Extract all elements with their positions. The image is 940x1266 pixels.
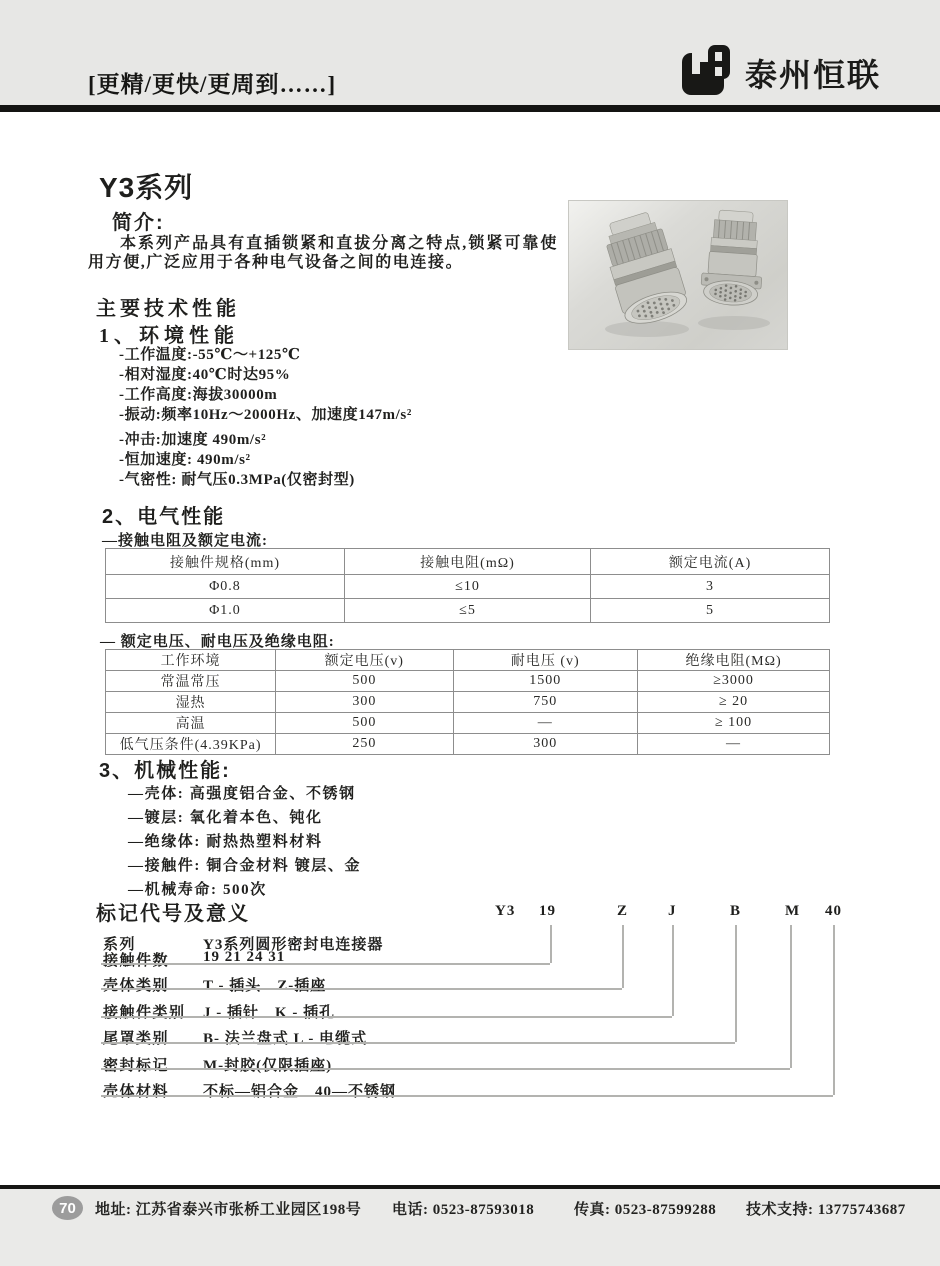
mechanical-item: —壳体: 高强度铝合金、不锈钢 [128,786,356,802]
env-item: -气密性: 耐气压0.3MPa(仅密封型) [119,472,355,488]
marking-connector-hline [101,1068,790,1070]
mechanical-list [128,782,361,902]
table-cell: 500 [276,713,453,734]
marking-connector-vline [550,925,552,963]
marking-row-label: 壳体类别 [103,978,170,994]
electrical-heading: 2、电气性能 [102,506,226,528]
table-header-cell: 额定电流(A) [591,549,830,575]
marking-connector-hline [101,1095,833,1097]
table-row [106,713,830,734]
mechanical-item: —镀层: 氧化着本色、钝化 [128,810,323,826]
table-header-cell: 工作环境 [106,650,276,671]
page-title: Y3系列 [99,172,194,203]
marking-row-value: 19 21 24 31 [203,949,286,965]
env-item: -振动:频率10Hz～2000Hz、加速度147m/s² [119,407,412,423]
marking-code-part: 40 [825,903,842,919]
marking-connector-hline [101,1016,672,1018]
voltage-table-label: — 额定电压、耐电压及绝缘电阻: [100,634,335,650]
footer-fax: 传真: 0523-87599288 [574,1202,717,1218]
marking-row-value: B- 法兰盘式 L - 电缆式 [203,1031,368,1047]
table-header-row [106,650,830,671]
table-cell: 300 [453,734,638,755]
marking-row-label: 接触件数 [103,953,170,969]
table-header-cell: 接触电阻(mΩ) [344,549,590,575]
table-cell: ≥ 20 [638,692,830,713]
marking-code-part: B [730,903,742,919]
page-number-badge: 70 [52,1196,83,1220]
table-header-cell: 绝缘电阻(MΩ) [638,650,830,671]
table-header-row [106,549,830,575]
marking-row-value: T - 插头 Z-插座 [203,978,327,994]
header-rule [0,105,940,112]
table-header-cell: 额定电压(v) [276,650,453,671]
env-item: -恒加速度: 490m/s² [119,452,251,468]
table-header-cell: 耐电压 (v) [453,650,638,671]
header-slogan: [更精/更快/更周到……] [88,72,337,97]
tech-heading: 主要技术性能 [96,298,240,320]
footer-phone: 电话: 0523-87593018 [392,1202,535,1218]
table-header-cell: 接触件规格(mm) [106,549,345,575]
marking-row-value: J - 插针 K - 插孔 [203,1005,336,1021]
env-list [119,345,412,490]
voltage-insulation-table [105,649,830,755]
mechanical-item: —接触件: 铜合金材料 镀层、金 [128,858,362,874]
marking-connector-vline [622,925,624,988]
mechanical-item: —机械寿命: 500次 [128,882,267,898]
table-cell: ≤5 [344,599,590,623]
marking-code-part: Z [617,903,629,919]
env-item: -相对湿度:40℃时达95% [119,367,291,383]
table-cell: — [638,734,830,755]
table-cell: Φ0.8 [106,575,345,599]
marking-diagram [0,895,940,1120]
env-item: -冲击:加速度 490m/s² [119,432,267,448]
table-cell: ≥ 100 [638,713,830,734]
footer-address: 地址: 江苏省泰兴市张桥工业园区198号 [95,1202,362,1218]
table-cell: 低气压条件(4.39KPa) [106,734,276,755]
table-cell: ≤10 [344,575,590,599]
intro-text: 本系列产品具有直插锁紧和直拔分离之特点,锁紧可靠使用方便,广泛应用于各种电气设备之间的电连接。 [88,235,558,271]
table-cell: 3 [591,575,830,599]
env-item: -工作高度:海拔30000m [119,387,278,403]
marking-connector-hline [101,963,550,965]
table-cell: 湿热 [106,692,276,713]
table-row [106,671,830,692]
mechanical-heading: 3、机械性能: [99,760,231,782]
marking-code-part: M [785,903,801,919]
marking-heading: 标记代号及意义 [96,903,250,925]
table-row [106,734,830,755]
table-cell: 750 [453,692,638,713]
contact-table-label: —接触电阻及额定电流: [102,533,268,549]
table-cell: 250 [276,734,453,755]
mechanical-item: —绝缘体: 耐热热塑料材料 [128,834,323,850]
intro-heading: 简介: [112,212,165,234]
marking-connector-vline [735,925,737,1042]
product-photo [568,200,788,350]
table-cell: 5 [591,599,830,623]
marking-row-label: 系列 [103,937,137,953]
brand-logo [681,44,881,101]
marking-row-value: M-封胶(仅限插座) [203,1058,333,1074]
contact-resistance-table [105,548,830,623]
table-cell: 1500 [453,671,638,692]
table-cell: 高温 [106,713,276,734]
marking-connector-vline [672,925,674,1016]
table-cell: ≥3000 [638,671,830,692]
marking-connector-vline [833,925,835,1095]
table-cell: — [453,713,638,734]
table-cell: Φ1.0 [106,599,345,623]
marking-connector-hline [101,988,622,990]
marking-row-value: Y3系列圆形密封电连接器 [203,937,384,953]
marking-code-part: J [668,903,677,919]
marking-code-part: Y3 [495,903,516,919]
marking-row-label: 壳体材料 [103,1084,170,1100]
brand-logo-lh-icon [681,44,735,101]
footer-support: 技术支持: 13775743687 [746,1202,906,1218]
marking-connector-hline [101,1042,735,1044]
table-row [106,692,830,713]
marking-row-label: 密封标记 [103,1058,170,1074]
env-item: -工作温度:-55℃～+125℃ [119,347,301,363]
marking-code-part: 19 [539,903,556,919]
table-cell: 常温常压 [106,671,276,692]
marking-connector-vline [790,925,792,1068]
marking-row-label: 接触件类别 [103,1005,186,1021]
env-heading: 1、环境性能 [99,325,239,347]
table-cell: 300 [276,692,453,713]
table-cell: 500 [276,671,453,692]
table-row [106,599,830,623]
marking-row-value: 不标—铝合金 40—不锈钢 [203,1084,397,1100]
brand-name: 泰州恒联 [745,56,882,93]
table-row [106,575,830,599]
marking-row-label: 尾罩类别 [103,1031,170,1047]
connector-photo-illustration [569,201,789,351]
